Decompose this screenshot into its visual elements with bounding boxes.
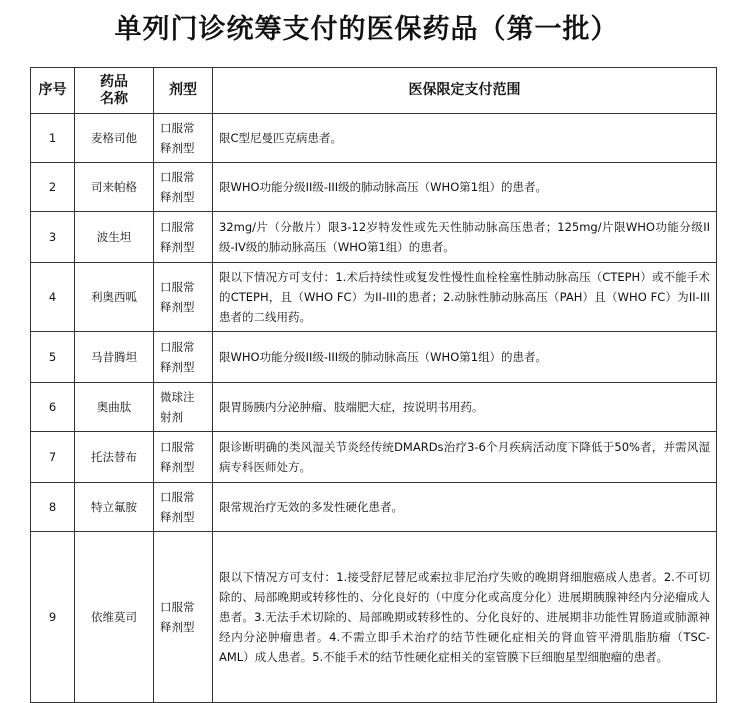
row-drug-name: 马昔腾坦 — [75, 332, 154, 383]
row-dosage-form — [154, 163, 213, 212]
form-line1: 口服常 — [160, 490, 195, 504]
row-payment-scope: 限以下情况方可支付：1.术后持续性或复发性慢性血栓栓塞性肺动脉高压（CTEPH）或不能手术的CTEPH，且（WHO FC）为II-III的患者；2.动脉性肺动脉高压（PAH）且（WHO FC）为II-III患者的二线用药。 — [213, 263, 717, 332]
row-no: 1 — [31, 114, 75, 163]
row-dosage-form — [154, 483, 213, 532]
header-drug-name — [75, 68, 154, 114]
form-line2: 释剂型 — [160, 141, 195, 155]
form-line1: 口服常 — [160, 340, 195, 354]
form-line1: 口服常 — [160, 600, 195, 614]
table-row — [31, 432, 717, 483]
row-drug-name: 托法替布 — [75, 432, 154, 483]
row-payment-scope: 限以下情况方可支付：1.接受舒尼替尼或索拉非尼治疗失败的晚期肾细胞癌成人患者。2.不可切除的、局部晚期或转移性的、分化良好的（中度分化或高度分化）进展期胰腺神经内分泌瘤成人患者。3.无法手术切除的、局部晚期或转移性的、分化良好的、进展期非功能性胃肠道或肺源神经内分泌肿瘤患者。4.不需立即手术治疗的结节性硬化症相关的肾血管平滑肌脂肪瘤（TSC-AML）成人患者。5.不能手术的结节性硬化症相关的室管膜下巨细胞星型细胞瘤的患者。 — [213, 532, 717, 703]
form-line1: 口服常 — [160, 440, 195, 454]
header-drug-name-line2: 名称 — [100, 90, 128, 107]
row-dosage-form — [154, 263, 213, 332]
row-dosage-form — [154, 432, 213, 483]
row-no: 7 — [31, 432, 75, 483]
table-row — [31, 212, 717, 263]
form-line1: 口服常 — [160, 121, 195, 135]
row-drug-name: 依维莫司 — [75, 532, 154, 703]
table-row — [31, 332, 717, 383]
table-row — [31, 483, 717, 532]
row-no: 9 — [31, 532, 75, 703]
form-line2: 释剂型 — [160, 620, 195, 634]
row-payment-scope: 限常规治疗无效的多发性硬化患者。 — [213, 483, 717, 532]
form-line1: 口服常 — [160, 170, 195, 184]
row-dosage-form — [154, 532, 213, 703]
row-dosage-form — [154, 114, 213, 163]
row-no: 5 — [31, 332, 75, 383]
row-drug-name: 波生坦 — [75, 212, 154, 263]
table-row — [31, 263, 717, 332]
row-payment-scope: 限诊断明确的类风湿关节炎经传统DMARDs治疗3-6个月疾病活动度下降低于50%者，并需风湿病专科医师处方。 — [213, 432, 717, 483]
form-line2: 释剂型 — [160, 360, 195, 374]
form-line1: 微球注 — [160, 390, 195, 404]
table-row — [31, 163, 717, 212]
row-drug-name: 特立氟胺 — [75, 483, 154, 532]
row-dosage-form — [154, 332, 213, 383]
row-drug-name: 司来帕格 — [75, 163, 154, 212]
drug-table — [30, 67, 717, 703]
row-payment-scope: 限WHO功能分级II级-III级的肺动脉高压（WHO第1组）的患者。 — [213, 163, 717, 212]
row-drug-name: 奥曲肽 — [75, 383, 154, 432]
form-line2: 释剂型 — [160, 460, 195, 474]
document-title: 单列门诊统筹支付的医保药品（第一批） — [114, 14, 619, 45]
form-line1: 口服常 — [160, 280, 195, 294]
row-no: 4 — [31, 263, 75, 332]
header-dosage-form: 剂型 — [154, 68, 213, 114]
header-payment-scope: 医保限定支付范围 — [213, 68, 717, 114]
form-line2: 释剂型 — [160, 300, 195, 314]
form-line2: 释剂型 — [160, 510, 195, 524]
form-line2: 释剂型 — [160, 240, 195, 254]
form-line2: 射剂 — [160, 410, 183, 424]
form-line2: 释剂型 — [160, 190, 195, 204]
row-payment-scope: 32mg/片（分散片）限3-12岁特发性或先天性肺动脉高压患者；125mg/片限WHO功能分级II级-IV级的肺动脉高压（WHO第1组）的患者。 — [213, 212, 717, 263]
form-line1: 口服常 — [160, 220, 195, 234]
row-payment-scope: 限胃肠胰内分泌肿瘤、肢端肥大症，按说明书用药。 — [213, 383, 717, 432]
row-dosage-form — [154, 383, 213, 432]
row-payment-scope: 限C型尼曼匹克病患者。 — [213, 114, 717, 163]
header-no: 序号 — [31, 68, 75, 114]
table-row — [31, 383, 717, 432]
row-drug-name: 利奥西呱 — [75, 263, 154, 332]
row-no: 8 — [31, 483, 75, 532]
row-no: 2 — [31, 163, 75, 212]
row-no: 3 — [31, 212, 75, 263]
table-row — [31, 114, 717, 163]
table-row — [31, 532, 717, 703]
header-drug-name-line1: 药品 — [100, 73, 128, 90]
row-payment-scope: 限WHO功能分级II级-III级的肺动脉高压（WHO第1组）的患者。 — [213, 332, 717, 383]
row-dosage-form — [154, 212, 213, 263]
table-header-row — [31, 68, 717, 114]
row-no: 6 — [31, 383, 75, 432]
row-drug-name: 麦格司他 — [75, 114, 154, 163]
